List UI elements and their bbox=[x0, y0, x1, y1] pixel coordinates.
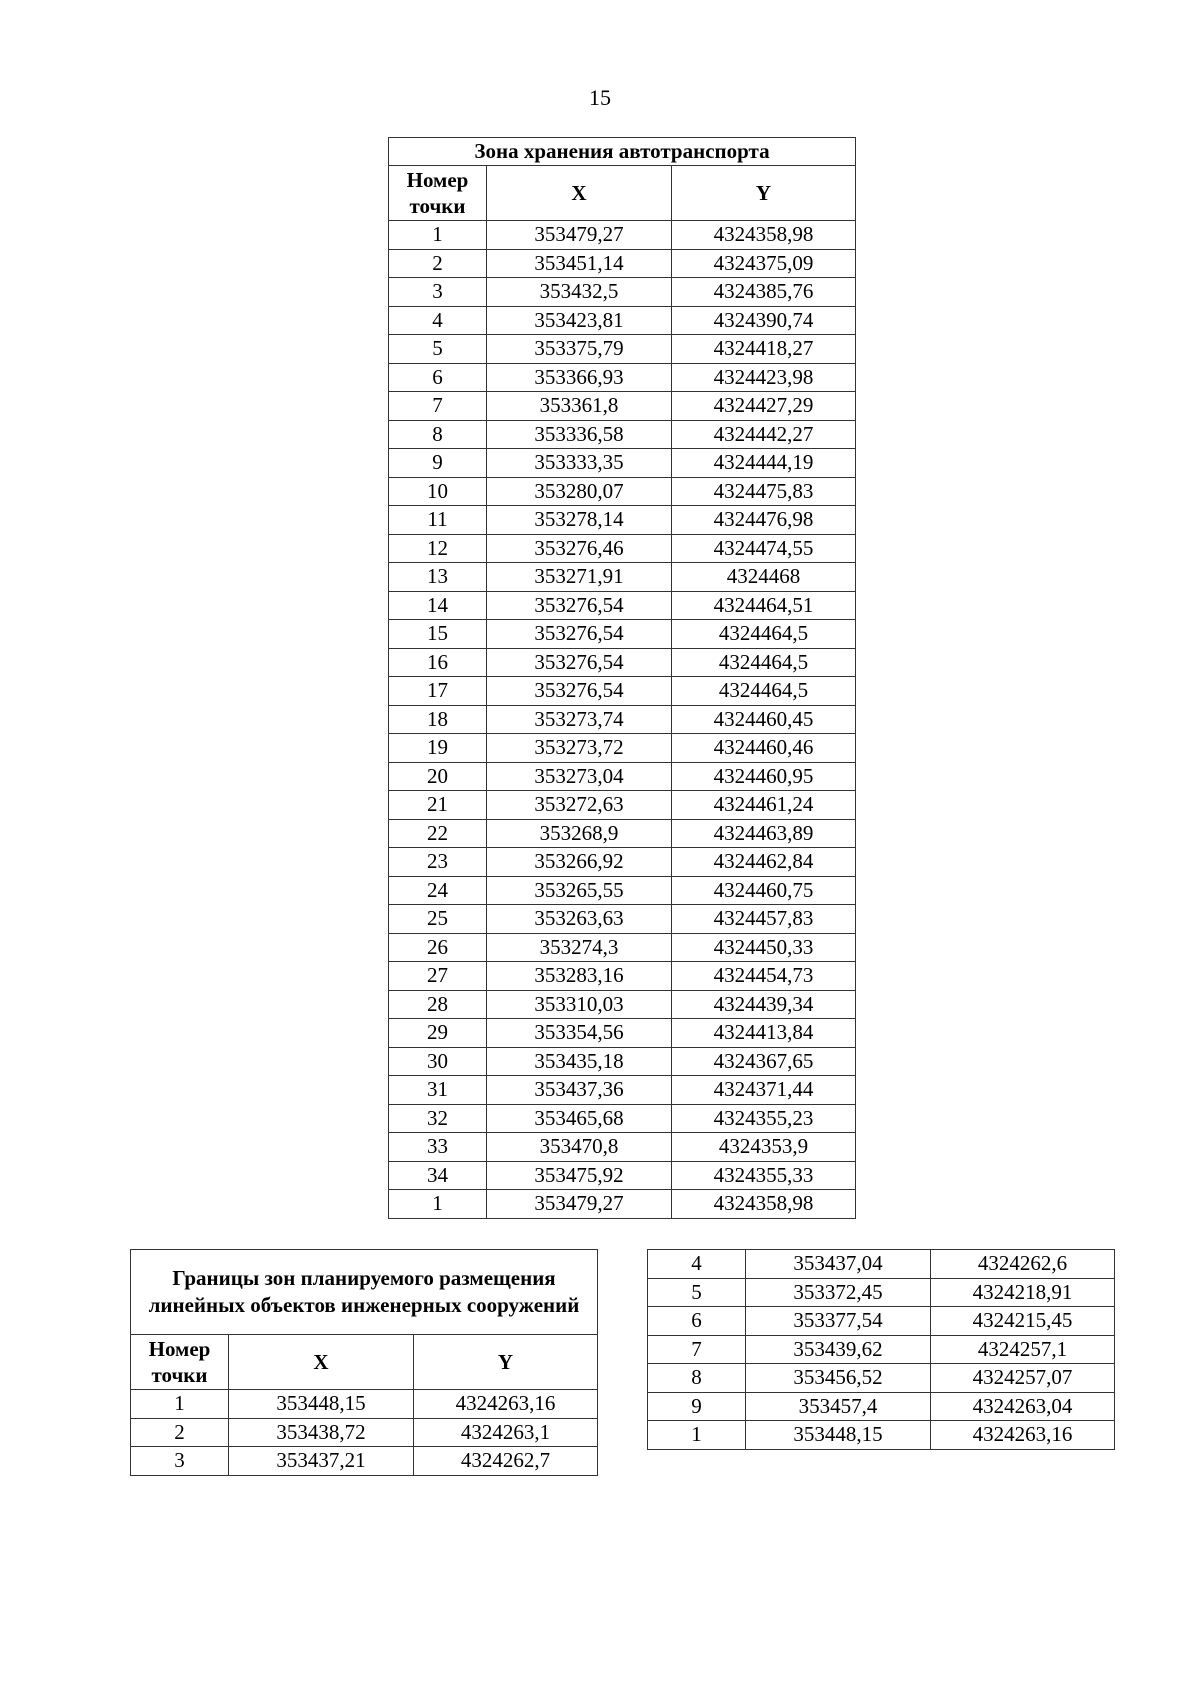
table-row bbox=[389, 1133, 856, 1162]
cell-point-number: 20 bbox=[389, 762, 487, 791]
cell-x: 353451,14 bbox=[487, 249, 672, 278]
cell-point-number: 29 bbox=[389, 1019, 487, 1048]
cell-x: 353265,55 bbox=[487, 876, 672, 905]
cell-point-number: 10 bbox=[389, 477, 487, 506]
cell-x: 353448,15 bbox=[746, 1421, 931, 1450]
cell-y: 4324457,83 bbox=[672, 905, 856, 934]
table-row bbox=[389, 1104, 856, 1133]
cell-point-number: 9 bbox=[648, 1392, 746, 1421]
table-row bbox=[389, 363, 856, 392]
linear-objects-table bbox=[130, 1249, 598, 1476]
cell-point-number: 11 bbox=[389, 506, 487, 535]
column-header-point: Номер точки bbox=[389, 166, 487, 221]
cell-y: 4324413,84 bbox=[672, 1019, 856, 1048]
table-row bbox=[648, 1392, 1115, 1421]
table-row bbox=[389, 990, 856, 1019]
table-row bbox=[389, 563, 856, 592]
table-row bbox=[648, 1250, 1115, 1279]
cell-y: 4324257,1 bbox=[931, 1335, 1115, 1364]
cell-point-number: 6 bbox=[648, 1307, 746, 1336]
table-row bbox=[389, 477, 856, 506]
cell-x: 353273,72 bbox=[487, 734, 672, 763]
cell-point-number: 16 bbox=[389, 648, 487, 677]
table-row bbox=[389, 705, 856, 734]
cell-x: 353372,45 bbox=[746, 1278, 931, 1307]
cell-y: 4324444,19 bbox=[672, 449, 856, 478]
table-body bbox=[389, 221, 856, 1219]
cell-y: 4324461,24 bbox=[672, 791, 856, 820]
cell-y: 4324257,07 bbox=[931, 1364, 1115, 1393]
cell-x: 353375,79 bbox=[487, 335, 672, 364]
cell-x: 353354,56 bbox=[487, 1019, 672, 1048]
cell-point-number: 12 bbox=[389, 534, 487, 563]
table-row bbox=[648, 1421, 1115, 1450]
cell-point-number: 4 bbox=[389, 306, 487, 335]
cell-x: 353479,27 bbox=[487, 1190, 672, 1219]
cell-point-number: 13 bbox=[389, 563, 487, 592]
cell-y: 4324474,55 bbox=[672, 534, 856, 563]
column-header-x: X bbox=[229, 1335, 414, 1390]
cell-point-number: 3 bbox=[389, 278, 487, 307]
cell-point-number: 1 bbox=[389, 1190, 487, 1219]
cell-point-number: 19 bbox=[389, 734, 487, 763]
cell-point-number: 15 bbox=[389, 620, 487, 649]
table-row bbox=[389, 962, 856, 991]
table-row bbox=[389, 762, 856, 791]
cell-y: 4324367,65 bbox=[672, 1047, 856, 1076]
cell-point-number: 17 bbox=[389, 677, 487, 706]
cell-point-number: 34 bbox=[389, 1161, 487, 1190]
table-body bbox=[648, 1250, 1115, 1450]
cell-x: 353470,8 bbox=[487, 1133, 672, 1162]
cell-x: 353273,74 bbox=[487, 705, 672, 734]
page-number: 15 bbox=[589, 85, 611, 110]
cell-y: 4324353,9 bbox=[672, 1133, 856, 1162]
cell-x: 353438,72 bbox=[229, 1418, 414, 1447]
cell-point-number: 6 bbox=[389, 363, 487, 392]
cell-point-number: 2 bbox=[389, 249, 487, 278]
cell-x: 353273,04 bbox=[487, 762, 672, 791]
table-row bbox=[389, 306, 856, 335]
cell-point-number: 8 bbox=[389, 420, 487, 449]
table-row bbox=[131, 1447, 598, 1476]
cell-x: 353465,68 bbox=[487, 1104, 672, 1133]
cell-x: 353280,07 bbox=[487, 477, 672, 506]
cell-x: 353437,21 bbox=[229, 1447, 414, 1476]
cell-y: 4324464,51 bbox=[672, 591, 856, 620]
cell-point-number: 32 bbox=[389, 1104, 487, 1133]
table-row bbox=[389, 876, 856, 905]
cell-x: 353437,36 bbox=[487, 1076, 672, 1105]
table-row bbox=[389, 848, 856, 877]
table-row bbox=[389, 648, 856, 677]
cell-y: 4324358,98 bbox=[672, 1190, 856, 1219]
table-row bbox=[389, 221, 856, 250]
cell-x: 353283,16 bbox=[487, 962, 672, 991]
table-row bbox=[389, 420, 856, 449]
cell-x: 353366,93 bbox=[487, 363, 672, 392]
cell-point-number: 25 bbox=[389, 905, 487, 934]
cell-x: 353266,92 bbox=[487, 848, 672, 877]
table-row bbox=[389, 734, 856, 763]
table-row bbox=[648, 1364, 1115, 1393]
table-row bbox=[389, 791, 856, 820]
table-row bbox=[389, 905, 856, 934]
table-row bbox=[389, 335, 856, 364]
cell-y: 4324418,27 bbox=[672, 335, 856, 364]
table-row bbox=[389, 392, 856, 421]
cell-point-number: 14 bbox=[389, 591, 487, 620]
cell-point-number: 1 bbox=[131, 1390, 229, 1419]
cell-point-number: 26 bbox=[389, 933, 487, 962]
cell-point-number: 4 bbox=[648, 1250, 746, 1279]
table-row bbox=[131, 1390, 598, 1419]
table-row bbox=[389, 591, 856, 620]
cell-x: 353271,91 bbox=[487, 563, 672, 592]
column-header-point: Номер точки bbox=[131, 1335, 229, 1390]
cell-y: 4324476,98 bbox=[672, 506, 856, 535]
cell-point-number: 30 bbox=[389, 1047, 487, 1076]
column-header-x: X bbox=[487, 166, 672, 221]
cell-point-number: 1 bbox=[648, 1421, 746, 1450]
cell-point-number: 7 bbox=[389, 392, 487, 421]
cell-x: 353423,81 bbox=[487, 306, 672, 335]
linear-objects-table-continuation bbox=[647, 1249, 1115, 1450]
cell-y: 4324464,5 bbox=[672, 677, 856, 706]
cell-x: 353268,9 bbox=[487, 819, 672, 848]
cell-point-number: 5 bbox=[389, 335, 487, 364]
table-row bbox=[389, 677, 856, 706]
table-row bbox=[131, 1418, 598, 1447]
cell-y: 4324442,27 bbox=[672, 420, 856, 449]
cell-x: 353457,4 bbox=[746, 1392, 931, 1421]
cell-x: 353475,92 bbox=[487, 1161, 672, 1190]
cell-y: 4324450,33 bbox=[672, 933, 856, 962]
cell-point-number: 31 bbox=[389, 1076, 487, 1105]
table-row bbox=[648, 1278, 1115, 1307]
cell-point-number: 3 bbox=[131, 1447, 229, 1476]
column-header-y: Y bbox=[672, 166, 856, 221]
cell-point-number: 24 bbox=[389, 876, 487, 905]
cell-y: 4324355,23 bbox=[672, 1104, 856, 1133]
cell-y: 4324263,1 bbox=[414, 1418, 598, 1447]
cell-y: 4324262,6 bbox=[931, 1250, 1115, 1279]
cell-x: 353456,52 bbox=[746, 1364, 931, 1393]
cell-point-number: 22 bbox=[389, 819, 487, 848]
cell-x: 353377,54 bbox=[746, 1307, 931, 1336]
cell-x: 353432,5 bbox=[487, 278, 672, 307]
table-row bbox=[389, 249, 856, 278]
cell-x: 353439,62 bbox=[746, 1335, 931, 1364]
cell-y: 4324460,75 bbox=[672, 876, 856, 905]
cell-point-number: 23 bbox=[389, 848, 487, 877]
cell-y: 4324427,29 bbox=[672, 392, 856, 421]
cell-point-number: 1 bbox=[389, 221, 487, 250]
cell-x: 353278,14 bbox=[487, 506, 672, 535]
cell-y: 4324460,95 bbox=[672, 762, 856, 791]
cell-y: 4324439,34 bbox=[672, 990, 856, 1019]
table-row bbox=[389, 1076, 856, 1105]
cell-y: 4324390,74 bbox=[672, 306, 856, 335]
cell-y: 4324454,73 bbox=[672, 962, 856, 991]
cell-y: 4324385,76 bbox=[672, 278, 856, 307]
cell-point-number: 9 bbox=[389, 449, 487, 478]
table-row bbox=[389, 620, 856, 649]
cell-x: 353448,15 bbox=[229, 1390, 414, 1419]
cell-point-number: 2 bbox=[131, 1418, 229, 1447]
table-row bbox=[648, 1335, 1115, 1364]
cell-y: 4324460,46 bbox=[672, 734, 856, 763]
cell-y: 4324463,89 bbox=[672, 819, 856, 848]
table-row bbox=[389, 278, 856, 307]
table-row bbox=[389, 1047, 856, 1076]
cell-point-number: 7 bbox=[648, 1335, 746, 1364]
cell-x: 353310,03 bbox=[487, 990, 672, 1019]
table-row bbox=[389, 1019, 856, 1048]
cell-y: 4324215,45 bbox=[931, 1307, 1115, 1336]
cell-y: 4324464,5 bbox=[672, 620, 856, 649]
cell-y: 4324355,33 bbox=[672, 1161, 856, 1190]
cell-y: 4324462,84 bbox=[672, 848, 856, 877]
cell-y: 4324263,04 bbox=[931, 1392, 1115, 1421]
table-row bbox=[389, 449, 856, 478]
cell-x: 353361,8 bbox=[487, 392, 672, 421]
cell-point-number: 21 bbox=[389, 791, 487, 820]
column-header-y: Y bbox=[414, 1335, 598, 1390]
cell-x: 353276,54 bbox=[487, 591, 672, 620]
cell-y: 4324218,91 bbox=[931, 1278, 1115, 1307]
cell-y: 4324475,83 bbox=[672, 477, 856, 506]
cell-x: 353263,63 bbox=[487, 905, 672, 934]
cell-y: 4324464,5 bbox=[672, 648, 856, 677]
cell-x: 353272,63 bbox=[487, 791, 672, 820]
cell-y: 4324262,7 bbox=[414, 1447, 598, 1476]
table-title: Границы зон планируемого размещения линейных объектов инженерных сооружений bbox=[131, 1250, 598, 1335]
cell-x: 353276,54 bbox=[487, 677, 672, 706]
cell-y: 4324460,45 bbox=[672, 705, 856, 734]
cell-x: 353274,3 bbox=[487, 933, 672, 962]
cell-y: 4324375,09 bbox=[672, 249, 856, 278]
table-row bbox=[389, 1161, 856, 1190]
table-row bbox=[389, 933, 856, 962]
cell-x: 353333,35 bbox=[487, 449, 672, 478]
cell-point-number: 27 bbox=[389, 962, 487, 991]
cell-point-number: 18 bbox=[389, 705, 487, 734]
cell-point-number: 28 bbox=[389, 990, 487, 1019]
cell-y: 4324263,16 bbox=[931, 1421, 1115, 1450]
cell-x: 353479,27 bbox=[487, 221, 672, 250]
cell-x: 353276,46 bbox=[487, 534, 672, 563]
table-row bbox=[389, 819, 856, 848]
table-body bbox=[131, 1390, 598, 1476]
cell-y: 4324468 bbox=[672, 563, 856, 592]
table-row bbox=[389, 1190, 856, 1219]
cell-y: 4324371,44 bbox=[672, 1076, 856, 1105]
cell-x: 353276,54 bbox=[487, 648, 672, 677]
cell-point-number: 8 bbox=[648, 1364, 746, 1393]
cell-x: 353336,58 bbox=[487, 420, 672, 449]
cell-x: 353276,54 bbox=[487, 620, 672, 649]
cell-y: 4324423,98 bbox=[672, 363, 856, 392]
cell-point-number: 33 bbox=[389, 1133, 487, 1162]
parking-zone-table bbox=[388, 137, 856, 1219]
cell-y: 4324358,98 bbox=[672, 221, 856, 250]
cell-point-number: 5 bbox=[648, 1278, 746, 1307]
table-row bbox=[389, 534, 856, 563]
cell-x: 353435,18 bbox=[487, 1047, 672, 1076]
cell-x: 353437,04 bbox=[746, 1250, 931, 1279]
table-row bbox=[648, 1307, 1115, 1336]
table-title: Зона хранения автотранспорта bbox=[389, 138, 856, 166]
table-row bbox=[389, 506, 856, 535]
cell-y: 4324263,16 bbox=[414, 1390, 598, 1419]
